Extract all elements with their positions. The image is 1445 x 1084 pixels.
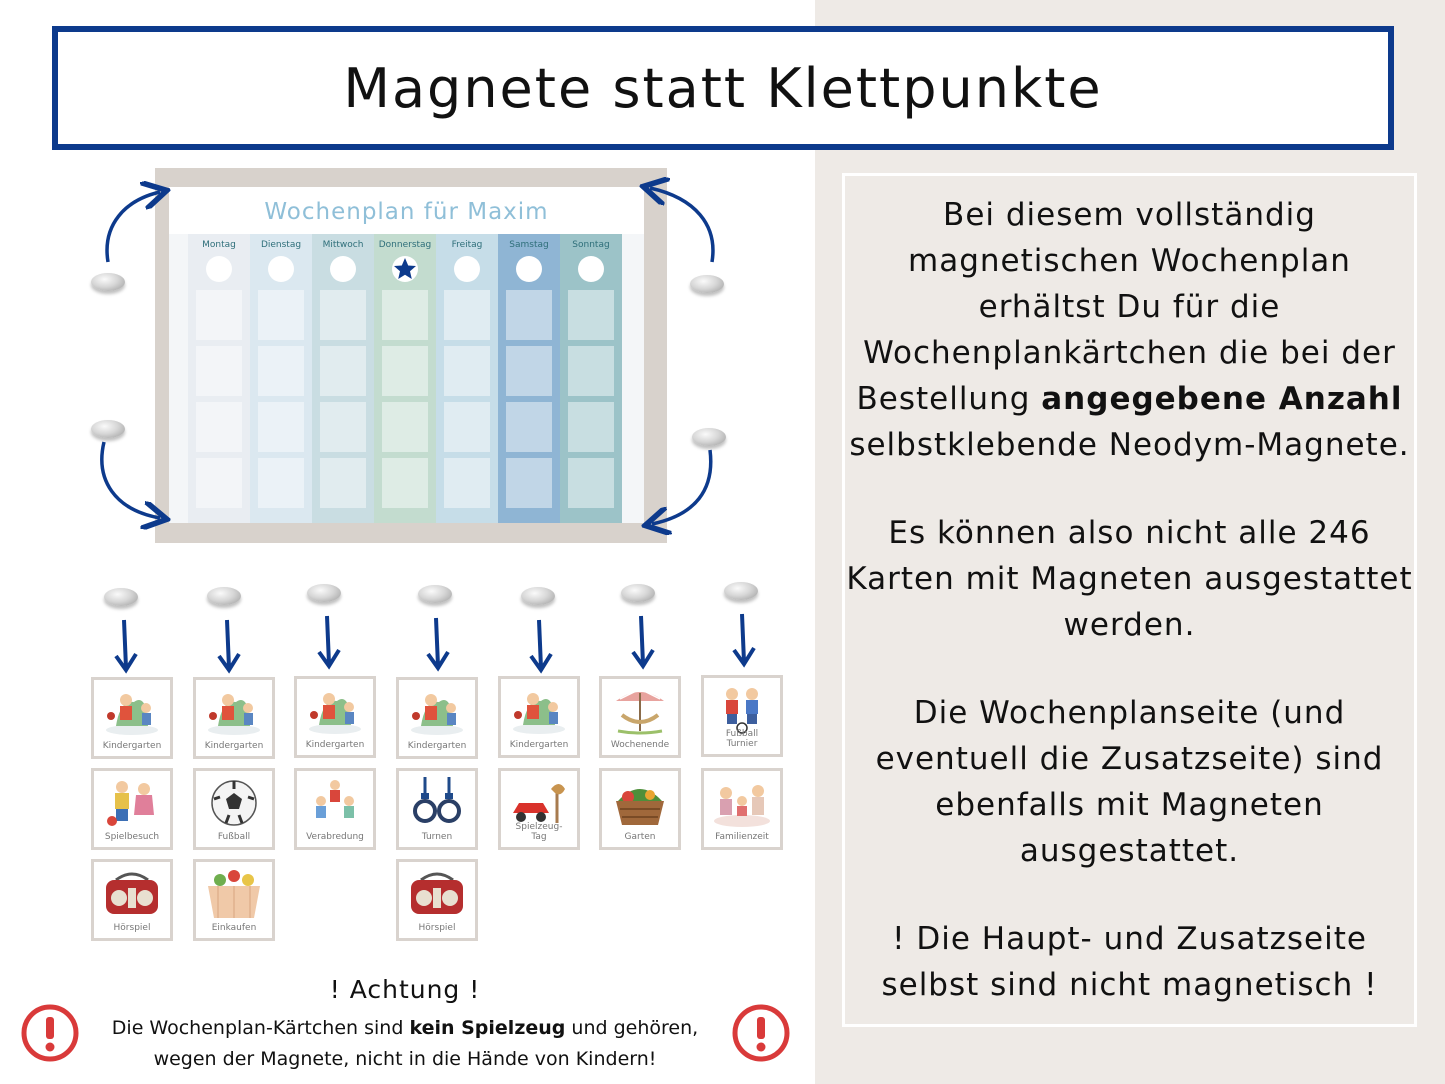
exclamation-icon <box>732 1004 790 1062</box>
day-circle <box>268 256 294 282</box>
card-label: Fußball <box>217 832 251 842</box>
card-slot <box>258 458 304 508</box>
card-label: Kindergarten <box>102 741 162 751</box>
down-arrow-icon <box>633 616 653 666</box>
card-label: Kindergarten <box>509 740 569 750</box>
magnet <box>692 428 726 446</box>
card-slot <box>320 290 366 340</box>
kindergarten-icon <box>204 686 264 738</box>
day-label: Montag <box>202 240 236 250</box>
picture-card <box>701 768 783 850</box>
card-slot <box>506 290 552 340</box>
card-slot <box>568 346 614 396</box>
down-arrow-icon <box>531 620 551 670</box>
day-label: Mittwoch <box>322 240 364 250</box>
magnet <box>104 588 138 606</box>
card-slot <box>568 458 614 508</box>
info-paragraph <box>845 192 1414 468</box>
magnet <box>91 273 125 291</box>
picture-card <box>91 768 173 850</box>
day-circle <box>330 256 356 282</box>
picture-card <box>396 768 478 850</box>
card-label: Hörspiel <box>418 923 456 933</box>
picture-card <box>701 675 783 757</box>
picture-card <box>91 677 173 759</box>
day-circle <box>206 256 232 282</box>
magnet <box>91 420 125 438</box>
family-icon <box>712 777 772 829</box>
day-column <box>188 234 250 523</box>
day-column <box>498 234 560 523</box>
card-slot <box>382 458 428 508</box>
card-label: Hörspiel <box>113 923 151 933</box>
gym-rings-icon <box>407 777 467 829</box>
title-banner <box>52 26 1394 150</box>
card-slot <box>320 458 366 508</box>
card-label: Einkaufen <box>211 923 257 933</box>
picture-card <box>294 768 376 850</box>
card-slot <box>258 290 304 340</box>
kindergarten-icon <box>305 685 365 737</box>
card-slot <box>196 290 242 340</box>
down-arrow-icon <box>428 618 448 668</box>
picture-card <box>193 768 275 850</box>
warning-text <box>80 1013 730 1075</box>
card-slot <box>568 290 614 340</box>
down-arrow-icon <box>319 616 339 666</box>
magnet <box>521 587 555 605</box>
warning-emphasis: kein Spielzeug <box>409 1017 566 1039</box>
star-icon <box>392 256 418 282</box>
down-arrow-icon <box>219 620 239 670</box>
card-slot <box>196 402 242 452</box>
day-circle <box>454 256 480 282</box>
card-label: Kindergarten <box>204 741 264 751</box>
warning-text-part: und gehören, wegen der Magnete, nicht in die Hände von Kindern! <box>153 1017 699 1070</box>
day-column <box>560 234 622 523</box>
day-label: Donnerstag <box>378 240 432 250</box>
shopping-basket-icon <box>204 868 264 920</box>
card-slot <box>506 458 552 508</box>
card-label: Kindergarten <box>407 741 467 751</box>
day-label: Sonntag <box>572 240 610 250</box>
kindergarten-icon <box>102 686 162 738</box>
down-arrow-icon <box>734 614 754 664</box>
card-slot <box>506 346 552 396</box>
meeting-icon <box>305 777 365 829</box>
card-label: Kindergarten <box>305 740 365 750</box>
card-slot <box>320 402 366 452</box>
card-label: Spielbesuch <box>104 832 160 842</box>
card-slot <box>506 402 552 452</box>
card-slot <box>196 346 242 396</box>
warning-text-part: Die Wochenplan-Kärtchen sind <box>111 1017 410 1039</box>
picture-card <box>498 768 580 850</box>
day-column <box>250 234 312 523</box>
board-title: Wochenplan für Maxim <box>169 187 644 234</box>
day-label: Dienstag <box>260 240 302 250</box>
info-paragraph: Es können also nicht alle 246 Karten mit Magneten ausgestattet werden. <box>846 515 1413 643</box>
picture-card <box>396 859 478 941</box>
magnet <box>418 585 452 603</box>
kindergarten-icon <box>509 685 569 737</box>
card-slot <box>196 458 242 508</box>
curved-arrow-icon <box>107 192 160 262</box>
day-column <box>374 234 436 523</box>
day-label: Freitag <box>451 240 483 250</box>
card-label: Familienzeit <box>715 832 769 842</box>
day-circle <box>578 256 604 282</box>
day-label: Samstag <box>509 240 549 250</box>
magnet <box>207 587 241 605</box>
card-slot <box>258 346 304 396</box>
picture-card <box>294 676 376 758</box>
card-label: Verabredung <box>306 832 364 842</box>
info-paragraph: ! Die Haupt- und Zusatzseite selbst sind nicht magnetisch ! <box>881 921 1378 1003</box>
card-slot <box>444 402 490 452</box>
picture-card <box>599 768 681 850</box>
card-label: Fußball Turnier <box>725 729 759 749</box>
day-circle <box>516 256 542 282</box>
picture-card <box>193 859 275 941</box>
card-slot <box>444 346 490 396</box>
curved-arrow-icon <box>102 442 160 518</box>
card-slot <box>444 458 490 508</box>
card-label: Spielzeug-Tag <box>515 822 563 842</box>
magnet <box>724 582 758 600</box>
card-slot <box>568 402 614 452</box>
card-slot <box>444 290 490 340</box>
playdate-icon <box>102 777 162 829</box>
card-slot <box>258 402 304 452</box>
page-title: Magnete statt Klettpunkte <box>343 56 1103 120</box>
card-slot <box>382 346 428 396</box>
radio-icon <box>407 868 467 920</box>
vegetable-basket-icon <box>610 777 670 829</box>
kindergarten-icon <box>407 686 467 738</box>
info-text: selbstklebende Neodym-Magnete. <box>849 427 1410 463</box>
magnet <box>621 584 655 602</box>
picture-card <box>91 859 173 941</box>
magnet <box>307 584 341 602</box>
soccer-ball-icon <box>204 777 264 829</box>
down-arrow-icon <box>116 620 136 670</box>
radio-icon <box>102 868 162 920</box>
magnet <box>690 275 724 293</box>
card-label: Garten <box>624 832 656 842</box>
info-panel <box>842 173 1417 1027</box>
info-emphasis: angegebene Anzahl <box>1041 381 1403 417</box>
picture-card <box>498 676 580 758</box>
day-column <box>312 234 374 523</box>
picture-card <box>599 676 681 758</box>
day-column <box>436 234 498 523</box>
info-text: Bei diesem vollständig magnetischen Wochenplan erhältst Du für die Wochenplankärtchen die bei der Bestellung <box>856 197 1396 417</box>
card-label: Turnen <box>421 832 453 842</box>
exclamation-icon <box>21 1004 79 1062</box>
card-slot <box>382 402 428 452</box>
card-slot <box>320 346 366 396</box>
hammock-icon <box>610 685 670 737</box>
picture-card <box>396 677 478 759</box>
info-paragraph: Die Wochenplanseite (und eventuell die Zusatzseite) sind ebenfalls mit Magneten ausgestattet. <box>875 695 1384 869</box>
picture-card <box>193 677 275 759</box>
card-slot <box>382 290 428 340</box>
card-label: Wochenende <box>610 740 670 750</box>
warning-title: ! Achtung ! <box>329 975 481 1004</box>
